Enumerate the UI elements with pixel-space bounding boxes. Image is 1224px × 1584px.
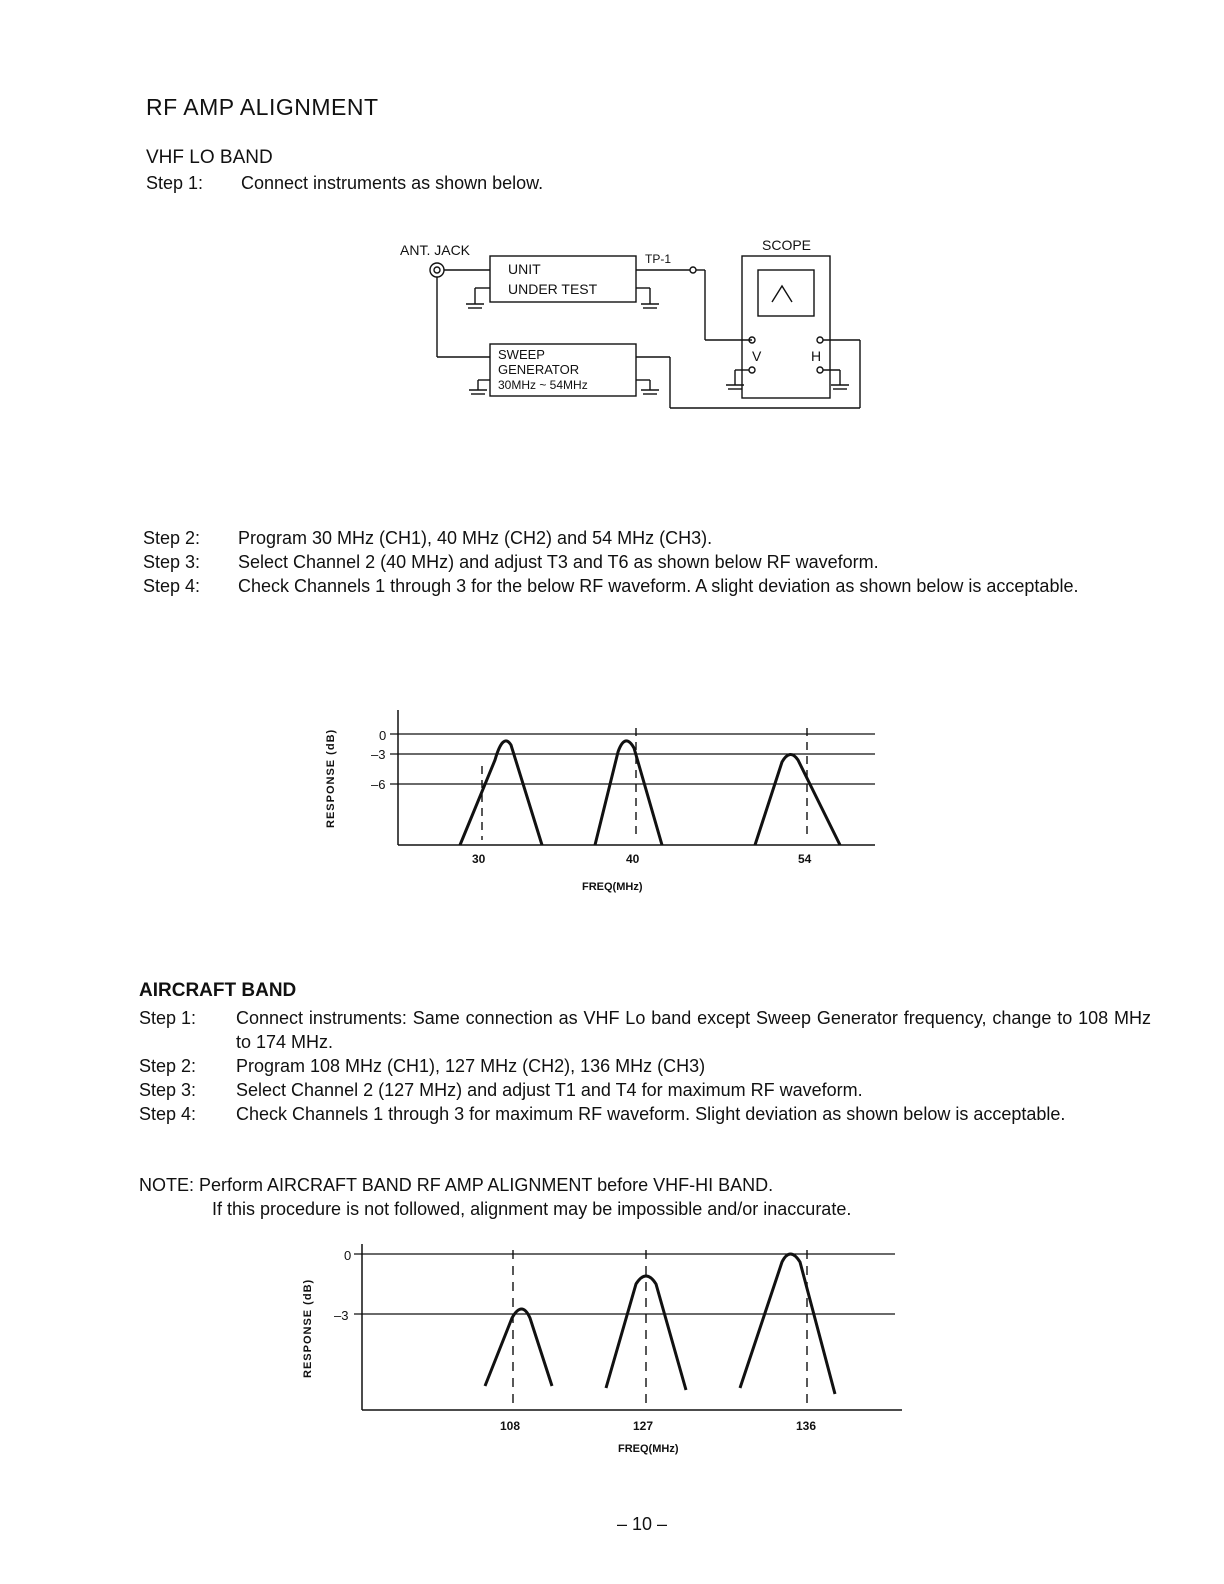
vhf-lo-response-chart bbox=[310, 700, 890, 900]
connection-diagram bbox=[390, 230, 870, 415]
step-row bbox=[139, 1078, 1151, 1102]
peak-ch3 bbox=[755, 754, 840, 845]
x-axis-label: FREQ(MHz) bbox=[582, 881, 643, 893]
vhf-lo-heading: VHF LO BAND bbox=[146, 147, 273, 168]
y-tick-label: –6 bbox=[371, 777, 386, 792]
step-row bbox=[143, 526, 1153, 550]
step-text: Check Channels 1 through 3 for maximum RF waveform. Slight deviation as shown below is acceptable. bbox=[236, 1104, 1066, 1124]
step-label: Step 2: bbox=[139, 1056, 197, 1076]
peak-ch2 bbox=[595, 741, 662, 845]
tp1-label: TP-1 bbox=[645, 252, 672, 266]
page-title: RF AMP ALIGNMENT bbox=[146, 94, 379, 120]
peak-ch3 bbox=[740, 1254, 835, 1394]
step-label: Step 1: bbox=[139, 1008, 197, 1028]
step-row bbox=[139, 1102, 1151, 1126]
x-tick-label: 30 bbox=[472, 852, 486, 866]
ant-jack-label: ANT. JACK bbox=[400, 242, 471, 258]
aircraft-response-chart bbox=[290, 1238, 910, 1468]
x-tick-label: 54 bbox=[798, 852, 812, 866]
unit-label-2: UNDER TEST bbox=[508, 281, 598, 297]
step-text: Connect instruments: Same connection as VHF Lo band except Sweep Generator frequency, change to 108 MHz to 174 MHz. bbox=[236, 1008, 1151, 1052]
step-text: Program 30 MHz (CH1), 40 MHz (CH2) and 54 MHz (CH3). bbox=[238, 528, 713, 548]
step-label: Step 2: bbox=[143, 528, 201, 548]
peak-ch1 bbox=[460, 741, 542, 845]
scope-h-label: H bbox=[811, 348, 822, 364]
step-label: Step 3: bbox=[143, 552, 201, 572]
sweep-label-2: GENERATOR bbox=[498, 362, 580, 377]
y-tick-label: 0 bbox=[379, 728, 387, 743]
y-tick-label: –3 bbox=[371, 747, 386, 762]
y-axis-label: RESPONSE (dB) bbox=[302, 1278, 314, 1378]
vhf-lo-steps bbox=[143, 526, 1153, 598]
step-text: Check Channels 1 through 3 for the below RF waveform. A slight deviation as shown below is acceptable. bbox=[238, 576, 1079, 596]
note-line-1: NOTE: Perform AIRCRAFT BAND RF AMP ALIGNMENT before VHF-HI BAND. bbox=[139, 1175, 774, 1195]
step-text: Select Channel 2 (40 MHz) and adjust T3 and T6 as shown below RF waveform. bbox=[238, 552, 879, 572]
y-tick-label: 0 bbox=[344, 1248, 352, 1263]
note-line-2: If this procedure is not followed, alignment may be impossible and/or inaccurate. bbox=[212, 1199, 852, 1219]
sweep-label-3: 30MHz ~ 54MHz bbox=[498, 378, 588, 392]
scope-label: SCOPE bbox=[762, 237, 812, 253]
x-tick-label: 136 bbox=[796, 1419, 817, 1433]
vhf-lo-step1 bbox=[146, 171, 606, 195]
unit-label-1: UNIT bbox=[508, 261, 541, 277]
x-axis-label: FREQ(MHz) bbox=[618, 1443, 679, 1455]
x-tick-label: 40 bbox=[626, 852, 640, 866]
step-row bbox=[139, 1054, 1151, 1078]
x-tick-label: 108 bbox=[500, 1419, 521, 1433]
step-label: Step 4: bbox=[139, 1104, 197, 1124]
step-row bbox=[143, 550, 1153, 574]
peak-ch1 bbox=[485, 1309, 552, 1386]
step-text: Program 108 MHz (CH1), 127 MHz (CH2), 136 MHz (CH3) bbox=[236, 1056, 706, 1076]
y-tick-label: –3 bbox=[334, 1308, 349, 1323]
y-axis-label: RESPONSE (dB) bbox=[325, 728, 337, 828]
scope-v-label: V bbox=[752, 348, 762, 364]
step-label: Step 4: bbox=[143, 576, 201, 596]
step-label: Step 3: bbox=[139, 1080, 197, 1100]
step-text: Connect instruments as shown below. bbox=[241, 173, 544, 193]
step-label: Step 1: bbox=[146, 173, 204, 193]
aircraft-steps bbox=[139, 1006, 1151, 1126]
step-row bbox=[139, 1006, 1151, 1054]
page-number: – 10 – bbox=[617, 1514, 668, 1534]
sweep-label-1: SWEEP bbox=[498, 347, 545, 362]
aircraft-heading: AIRCRAFT BAND bbox=[139, 980, 297, 1001]
x-tick-label: 127 bbox=[633, 1419, 654, 1433]
step-row bbox=[143, 574, 1153, 598]
step-text: Select Channel 2 (127 MHz) and adjust T1 and T4 for maximum RF waveform. bbox=[236, 1080, 863, 1100]
